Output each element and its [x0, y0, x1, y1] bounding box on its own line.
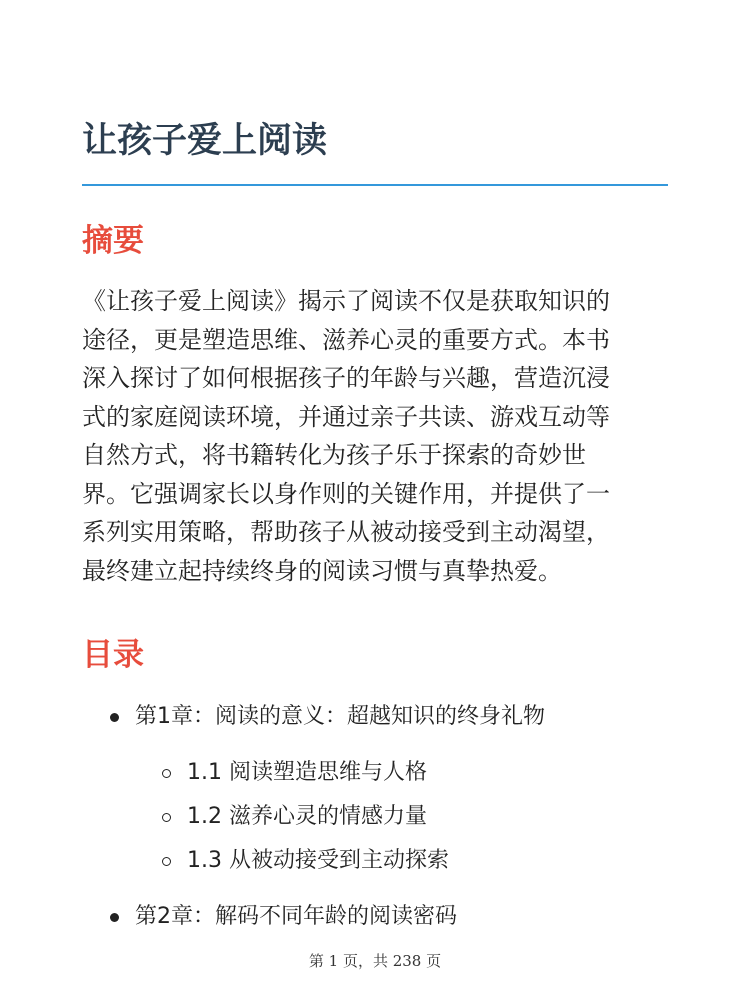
toc-chapter-1 [110, 697, 545, 737]
summary-paragraph [82, 282, 672, 590]
bullet-circle-icon [162, 813, 171, 822]
bullet-circle-icon [162, 857, 171, 866]
title-divider [82, 184, 668, 186]
toc-section-1-2 [162, 797, 427, 837]
toc-heading: 目录 [82, 637, 144, 673]
bullet-circle-icon [162, 769, 171, 778]
book-title: 让孩子爱上阅读 [82, 121, 328, 161]
summary-line: 系列实用策略，帮助孩子从被动接受到主动渴望， [82, 518, 610, 546]
summary-line: 最终建立起持续终身的阅读习惯与真挚热爱。 [82, 556, 562, 585]
summary-heading: 摘要 [82, 223, 144, 259]
toc-chapter-2-label: 第2章：解码不同年龄的阅读密码 [135, 904, 457, 929]
bullet-disc-icon [110, 713, 119, 722]
toc-section-1-3-label: 1.3 从被动接受到主动探索 [187, 848, 449, 873]
toc-chapter-1-label: 第1章：阅读的意义：超越知识的终身礼物 [135, 704, 545, 729]
summary-line: 途径，更是塑造思维、滋养心灵的重要方式。本书 [82, 325, 610, 354]
toc-section-1-2-label: 1.2 滋养心灵的情感力量 [187, 804, 427, 829]
summary-line: 自然方式，将书籍转化为孩子乐于探索的奇妙世 [82, 441, 586, 469]
summary-line: 《让孩子爱上阅读》揭示了阅读不仅是获取知识的 [82, 287, 610, 315]
summary-line: 深入探讨了如何根据孩子的年龄与兴趣，营造沉浸 [82, 364, 610, 392]
toc-chapter-2 [110, 897, 457, 937]
page-number-footer: 第 1 页，共 238 页 [308, 952, 442, 970]
toc-section-1-1 [162, 753, 427, 793]
summary-line: 界。它强调家长以身作则的关键作用，并提供了一 [82, 479, 610, 508]
summary-line: 式的家庭阅读环境，并通过亲子共读、游戏互动等 [82, 402, 610, 431]
toc-section-1-3 [162, 841, 449, 881]
toc-section-1-1-label: 1.1 阅读塑造思维与人格 [187, 760, 427, 785]
bullet-disc-icon [110, 913, 119, 922]
